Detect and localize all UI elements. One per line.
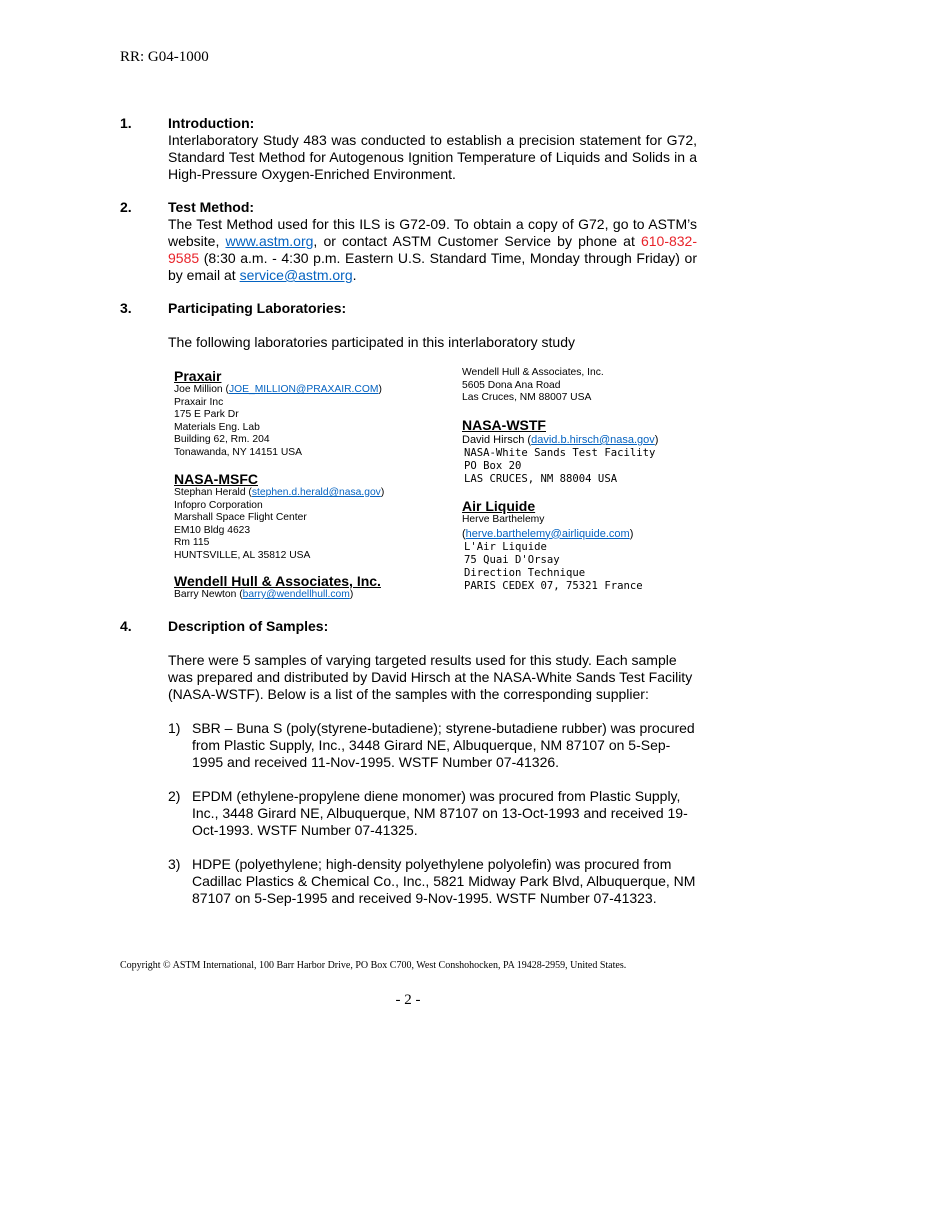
address-line: EM10 Bldg 4623 [174, 524, 251, 536]
lab-air-liquide [462, 498, 643, 593]
address-line: Infopro Corporation [174, 499, 263, 511]
section-text: Interlaboratory Study 483 was conducted to establish a precision statement for G72, Standard Test Method for Autogenous Ignition Temperature of Liquids and Solids in a High-Pressure Oxygen-Enriched Environment. [168, 132, 697, 182]
list-marker: 2) [168, 788, 181, 804]
document-reference: RR: G04-1000 [120, 49, 209, 65]
section-description-of-samples [120, 618, 700, 924]
contact-email-link[interactable]: stephen.d.herald@nasa.gov [251, 487, 381, 498]
section-heading: Test Method: [168, 199, 255, 215]
address-line: PO Box 20 [464, 460, 522, 472]
text-segment: (8:30 a.m. - 4:30 p.m. Eastern U.S. Standard Time, Monday through Friday) or by email at [168, 250, 697, 283]
contact-email-link[interactable]: barry@wendellhull.com [242, 589, 350, 600]
copyright-notice: Copyright © ASTM International, 100 Barr Harbor Drive, PO Box C700, West Conshohocken, PA 19428-2959, United States. [120, 960, 627, 971]
address-line: Building 62, Rm. 204 [174, 434, 270, 445]
address-line: HUNTSVILLE, AL 35812 USA [174, 549, 311, 561]
list-item-text: EPDM (ethylene-propylene diene monomer) was procured from Plastic Supply, Inc., 3448 Girard NE, Albuquerque, NM 87107 on 13-Oct-1993 and received 19-Oct-1993. WSTF Number 07-41325. [192, 788, 688, 838]
address-line: Tonawanda, NY 14151 USA [174, 446, 303, 458]
service-email-link[interactable]: service@astm.org [239, 267, 353, 283]
contact-name: Stephan Herald [174, 487, 246, 498]
lab-contact: Barry Newton (barry@wendellhull.com) [174, 589, 354, 600]
section-text: The following laboratories participated in this interlaboratory study [168, 334, 575, 350]
section-number: 3. [120, 300, 132, 316]
address-line: 75 Quai D'Orsay [464, 553, 560, 566]
section-number: 1. [120, 115, 132, 131]
section-heading: Introduction: [168, 115, 255, 131]
lab-name: NASA-MSFC [174, 471, 258, 487]
lab-contact: David Hirsch (david.b.hirsch@nasa.gov) [462, 434, 659, 446]
lab-contact-email: (herve.barthelemy@airliquide.com) [462, 527, 634, 540]
text-segment: . [352, 267, 357, 283]
address-line: NASA-White Sands Test Facility [464, 447, 656, 459]
address-line: Las Cruces, NM 88007 USA [462, 392, 592, 403]
address-line: LAS CRUCES, NM 88004 USA [464, 473, 618, 485]
contact-email-link[interactable]: david.b.hirsch@nasa.gov [531, 434, 655, 446]
section-heading: Participating Laboratories: [168, 300, 347, 316]
address-line: Rm 115 [174, 537, 210, 548]
list-item [168, 856, 700, 907]
contact-name: Joe Million [174, 384, 223, 395]
contact-name: Herve Barthelemy [462, 514, 545, 525]
contact-name: David Hirsch [462, 434, 525, 446]
lab-praxair [174, 368, 382, 459]
address-line: Praxair Inc [174, 396, 224, 408]
lab-wendell-hull [174, 573, 381, 602]
text-segment: , or contact ASTM Customer Service by phone at [313, 233, 641, 249]
lab-contact: Stephan Herald (stephen.d.herald@nasa.gov) [174, 487, 385, 498]
section-text [168, 216, 697, 284]
address-line: 5605 Dona Ana Road [462, 379, 561, 391]
phone-number: 610-832-9585 [168, 233, 698, 266]
list-item-text: SBR – Buna S (poly(styrene-butadiene); styrene-butadiene rubber) was procured from Plastic Supply, Inc., 3448 Girard NE, Albuquerque, NM 87107 on 5-Sep-1995 and received 11-Nov-1995. WSTF Number 07-41326. [192, 720, 695, 770]
section-number: 2. [120, 199, 132, 215]
section-test-method [120, 199, 697, 284]
section-text: There were 5 samples of varying targeted results used for this study. Each sample was prepared and distributed by David Hirsch at the NASA-White Sands Test Facility (NASA-WSTF). Below is a list of the samples with the corresponding supplier: [168, 652, 693, 702]
section-number: 4. [120, 618, 132, 634]
lab-name: Air Liquide [462, 498, 536, 514]
address-line: PARIS CEDEX 07, 75321 France [464, 579, 643, 592]
address-line: Direction Technique [464, 566, 586, 579]
contact-name: Barry Newton [174, 589, 237, 600]
address-line: L'Air Liquide [464, 540, 547, 553]
address-line: Wendell Hull & Associates, Inc. [462, 367, 604, 378]
address-line: Marshall Space Flight Center [174, 512, 307, 523]
section-introduction [120, 115, 697, 183]
lab-contact: Joe Million (JOE_MILLION@PRAXAIR.COM) [174, 384, 382, 395]
list-item [168, 720, 700, 771]
lab-nasa-msfc [174, 471, 384, 562]
list-marker: 1) [168, 720, 181, 736]
address-line: Materials Eng. Lab [174, 421, 260, 433]
list-item [168, 788, 700, 839]
lab-name: Praxair [174, 368, 222, 384]
sample-list [168, 720, 700, 907]
section-heading: Description of Samples: [168, 618, 329, 634]
lab-name: Wendell Hull & Associates, Inc. [174, 573, 381, 589]
page-number: - 2 - [395, 992, 421, 1008]
lab-name: NASA-WSTF [462, 417, 546, 433]
list-marker: 3) [168, 856, 181, 872]
section-participating-labs [120, 300, 697, 351]
astm-website-link[interactable]: www.astm.org [225, 233, 314, 249]
address-line: 175 E Park Dr [174, 409, 239, 420]
text-segment: The Test Method used for this ILS is G72-09. To obtain a copy of G72, go to ASTM’s website, [168, 216, 697, 249]
contact-email-link[interactable]: JOE_MILLION@PRAXAIR.COM [228, 384, 379, 395]
lab-wendell-hull-address [462, 367, 604, 405]
lab-nasa-wstf [462, 417, 658, 486]
list-item-text: HDPE (polyethylene; high-density polyethylene polyolefin) was procured from Cadillac Plastics & Chemical Co., Inc., 5821 Midway Park Blvd, Albuquerque, NM 87107 on 5-Sep-1995 and received 9-Nov-1995. WSTF Number 07-41323. [192, 856, 696, 906]
contact-email-link[interactable]: herve.barthelemy@airliquide.com [465, 527, 630, 540]
